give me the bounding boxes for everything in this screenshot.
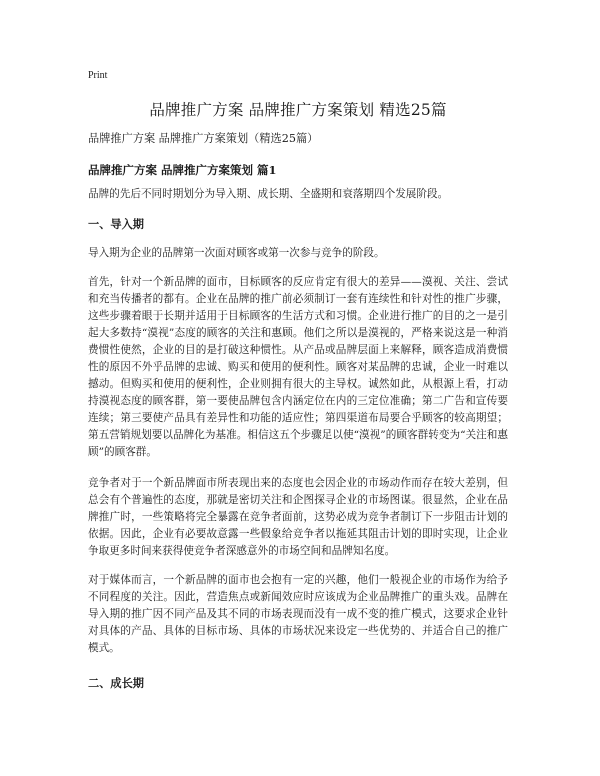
heading-growth-stage: 二、成长期 [88,676,144,690]
body-paragraph: 首先，针对一个新品牌的面市，目标顾客的反应肯定有很大的差异——漠视、关注、尝试和充当传播者的都有。企业在品牌的推广前必须制订一套有连续性和针对性的推广步骤，这些步骤着眼于长期并适用于目标顾客的生活方式和习惯。企业进行推广的目的之一是引起大多数持“漠视”态度的顾客的关注和惠顾。他们之所以是漠视的，严格来说这是一种消费惯性使然，企业的目的是打破这种惯性。从产品或品牌层面上来解释，顾客造成消费惯性的原因不外乎品牌的忠诚、购买和使用的便利性。顾客对某品牌的忠诚，企业一时难以撼动。但购买和使用的便利性，企业则拥有很大的主导权。诚然如此，从根源上看，打动持漠视态度的顾客群，第一要使品牌包含内涵定位在内的三定位准确；第二广告和宣传要连续；第三要使产品具有差异性和功能的适应性；第四渠道布局要合乎顾客的较高期望；第五营销规划要以品牌化为基准。相信这五个步骤足以使“漠视”的顾客群转变为“关注和惠顾”的顾客群。 [88,276,508,458]
stage-description: 导入期为企业的品牌第一次面对顾客或第一次参与竞争的阶段。 [88,247,385,259]
print-label: Print [88,70,108,81]
body-paragraph: 竞争者对于一个新品牌面市所表现出来的态度也会因企业的市场动作而存在较大差别，但总会有个普遍性的态度，那就是密切关注和企图探寻企业的市场图谋。很显然，企业在品牌推广时，一些策略将完全暴露在竞争者面前，这势必成为竞争者制订下一步阻击计划的依据。因此，企业有必要故意露一些假象给竞争者以拖延其阻击计划的即时实现，让企业争取更多时间来获得使竞争者深感意外的市场空间和品牌知名度。 [88,477,508,557]
body-paragraph: 对于媒体而言，一个新品牌的面市也会抱有一定的兴趣，他们一般视企业的市场作为给予不同程度的关注。因此，营造焦点或新闻效应时应该成为企业品牌推广的重头戏。品牌在导入期的推广因不同产品及其不同的市场表现而没有一成不变的推广模式，这要求企业针对具体的产品、具体的目标市场、具体的市场状况来设定一些优势的、并适合自己的推广模式。 [88,574,508,654]
page-title: 品牌推广方案 品牌推广方案策划 精选25篇 [149,101,447,119]
intro-paragraph: 品牌的先后不同时期划分为导入期、成长期、全盛期和衰落期四个发展阶段。 [88,188,449,200]
document-subtitle: 品牌推广方案 品牌推广方案策划（精选25篇） [88,132,319,145]
heading-introduction-stage: 一、导入期 [88,217,144,231]
section-title: 品牌推广方案 品牌推广方案策划 篇1 [88,163,277,177]
article-body [88,186,508,702]
